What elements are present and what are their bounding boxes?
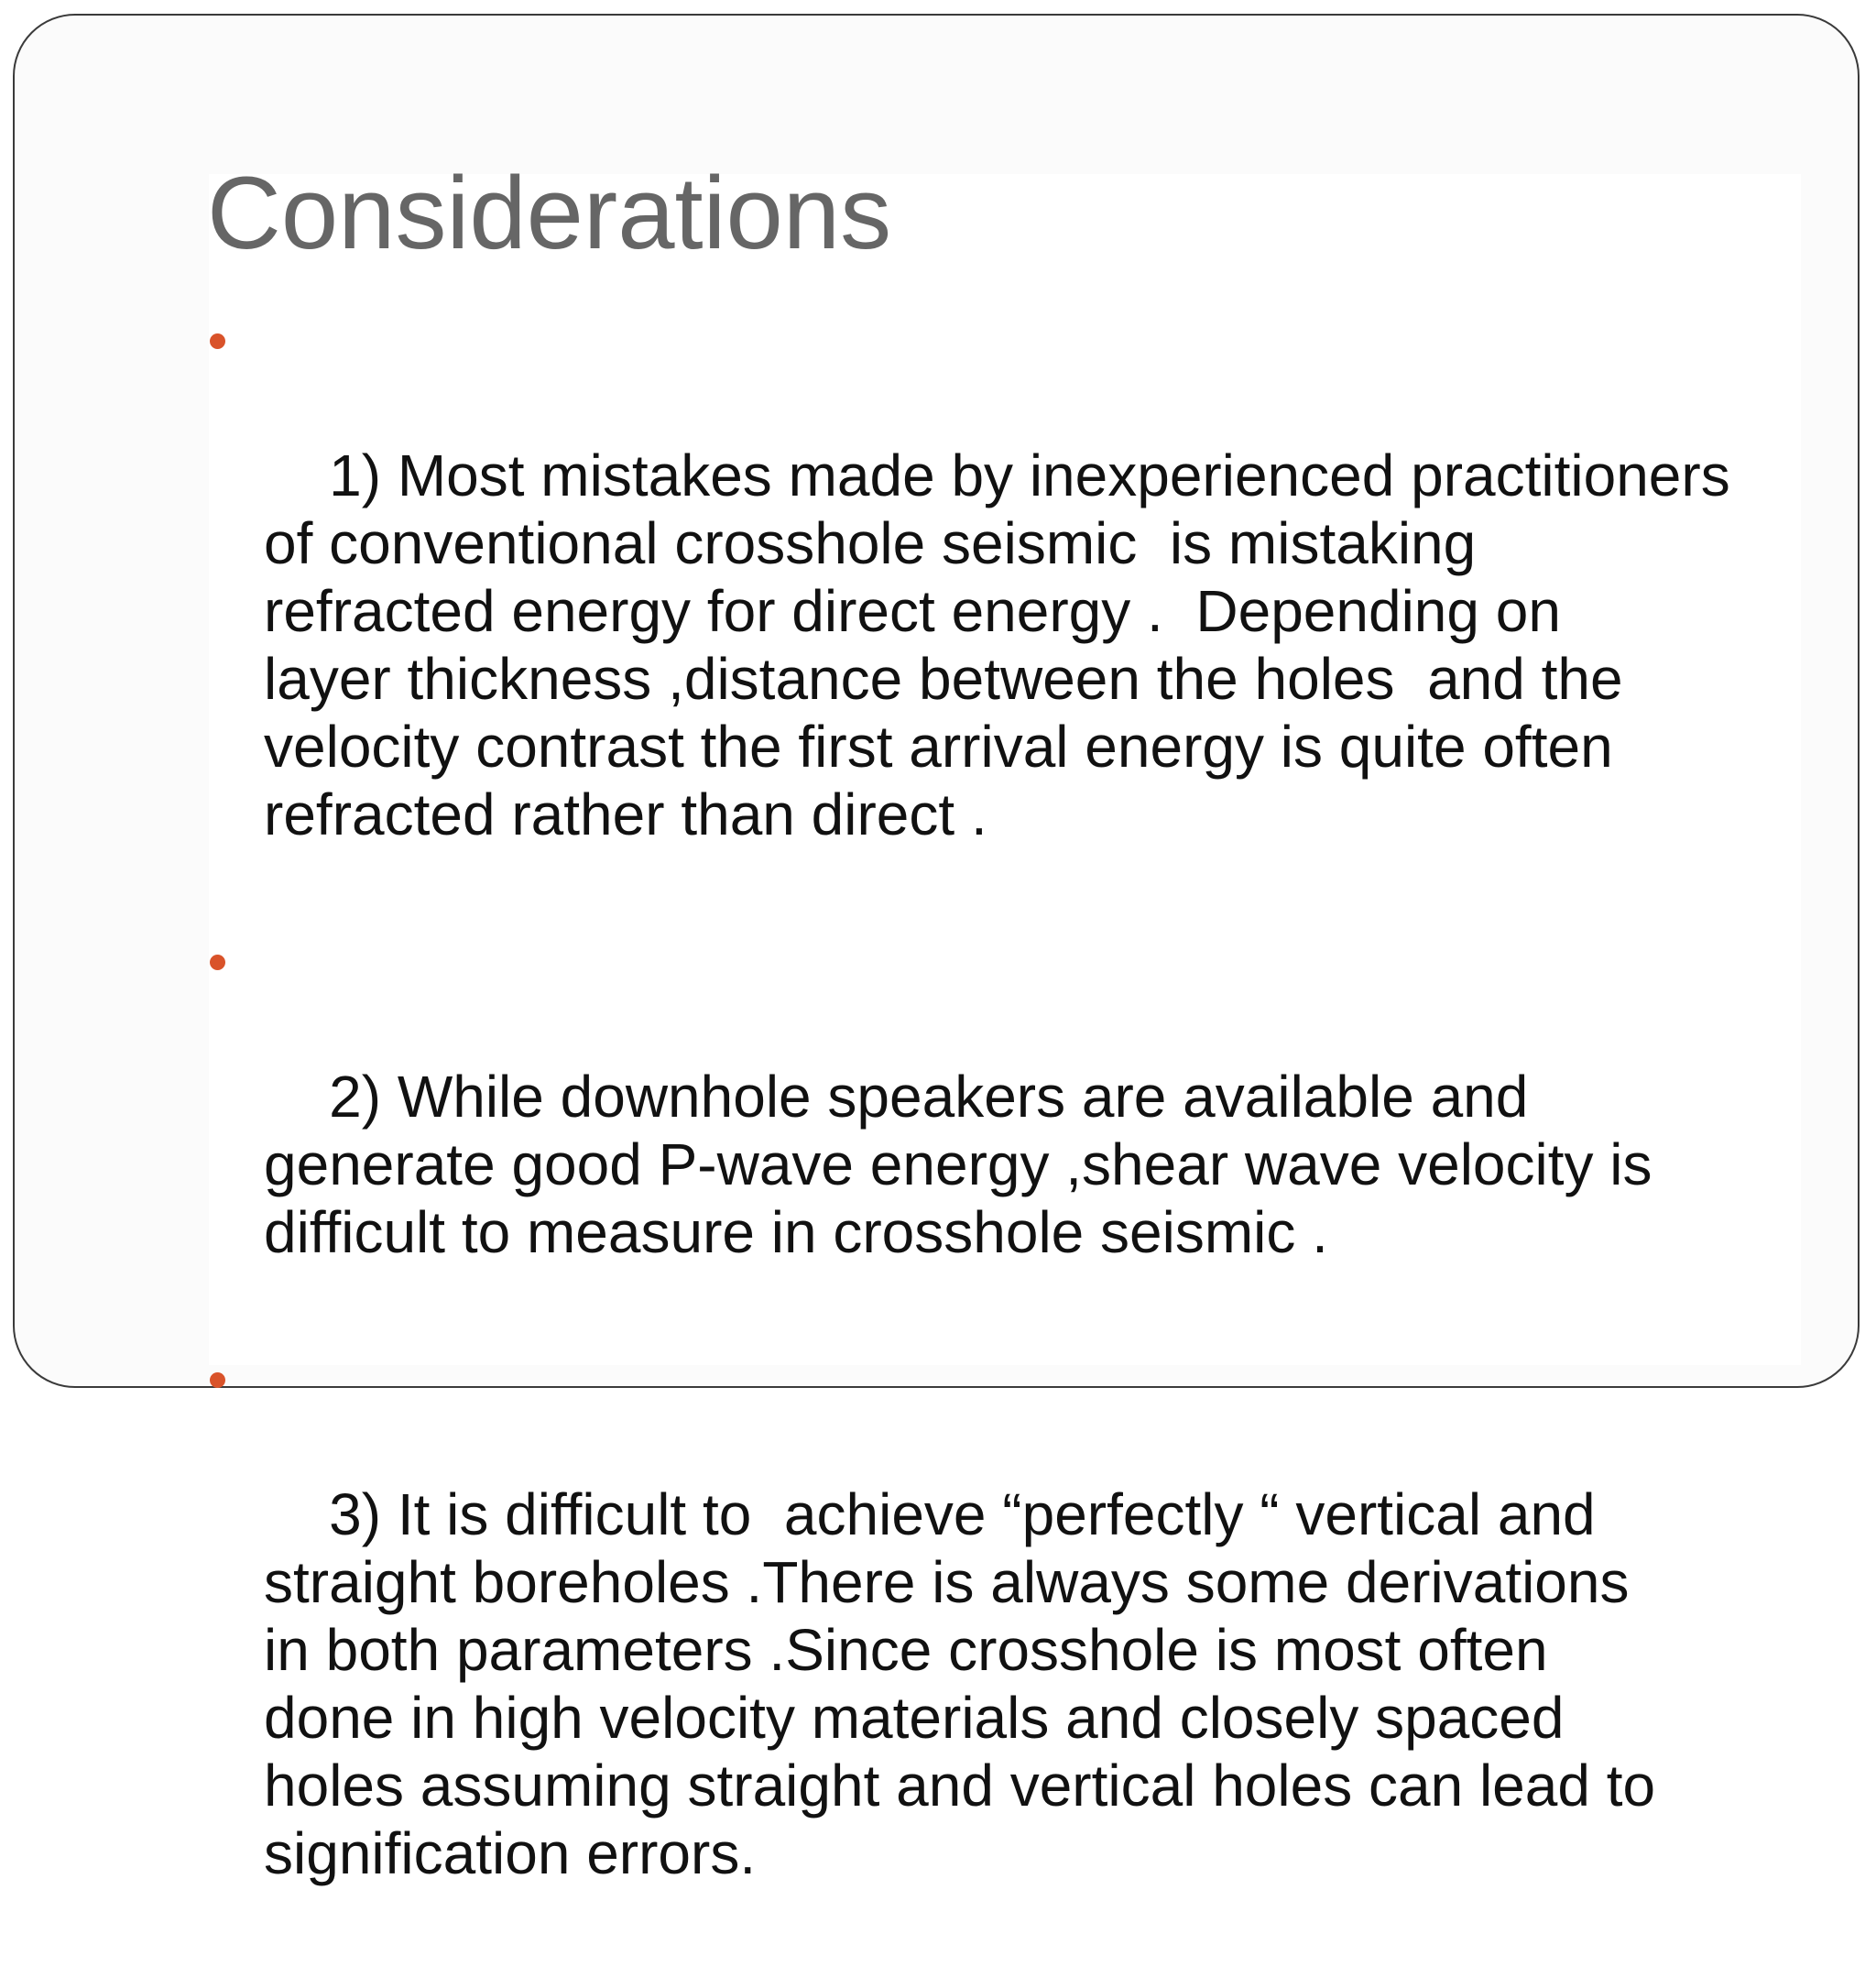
bullet-text: 2) While downhole speakers are available and generate good P-wave energy ,shear wave velocity is difficult to measure in crosshole seismic . xyxy=(264,1064,1652,1265)
slide-title: Considerations xyxy=(207,156,892,270)
bullet-text: 1) Most mistakes made by inexperienced practitioners of conventional crosshole seismic is mistaking refracted energy for direct energy . Depending on layer thickness ,distance between the holes and the velocity contrast the first arrival energy is quite often refracted rather than direct . xyxy=(264,442,1730,847)
bullet-dot-icon xyxy=(210,333,225,349)
bullet-item xyxy=(207,306,1792,916)
bullet-list xyxy=(207,306,1792,1966)
bullet-dot-icon xyxy=(210,1372,225,1388)
bullet-item xyxy=(207,1345,1792,1955)
bullet-item xyxy=(207,927,1792,1334)
bullet-text: 3) It is difficult to achieve “perfectly “ vertical and straight boreholes .There is always some derivations in both parameters .Since crosshole is most often done in high velocity materials and closely spaced holes assuming straight and vertical holes can lead to signification errors. xyxy=(264,1481,1656,1886)
bullet-dot-icon xyxy=(210,955,225,970)
